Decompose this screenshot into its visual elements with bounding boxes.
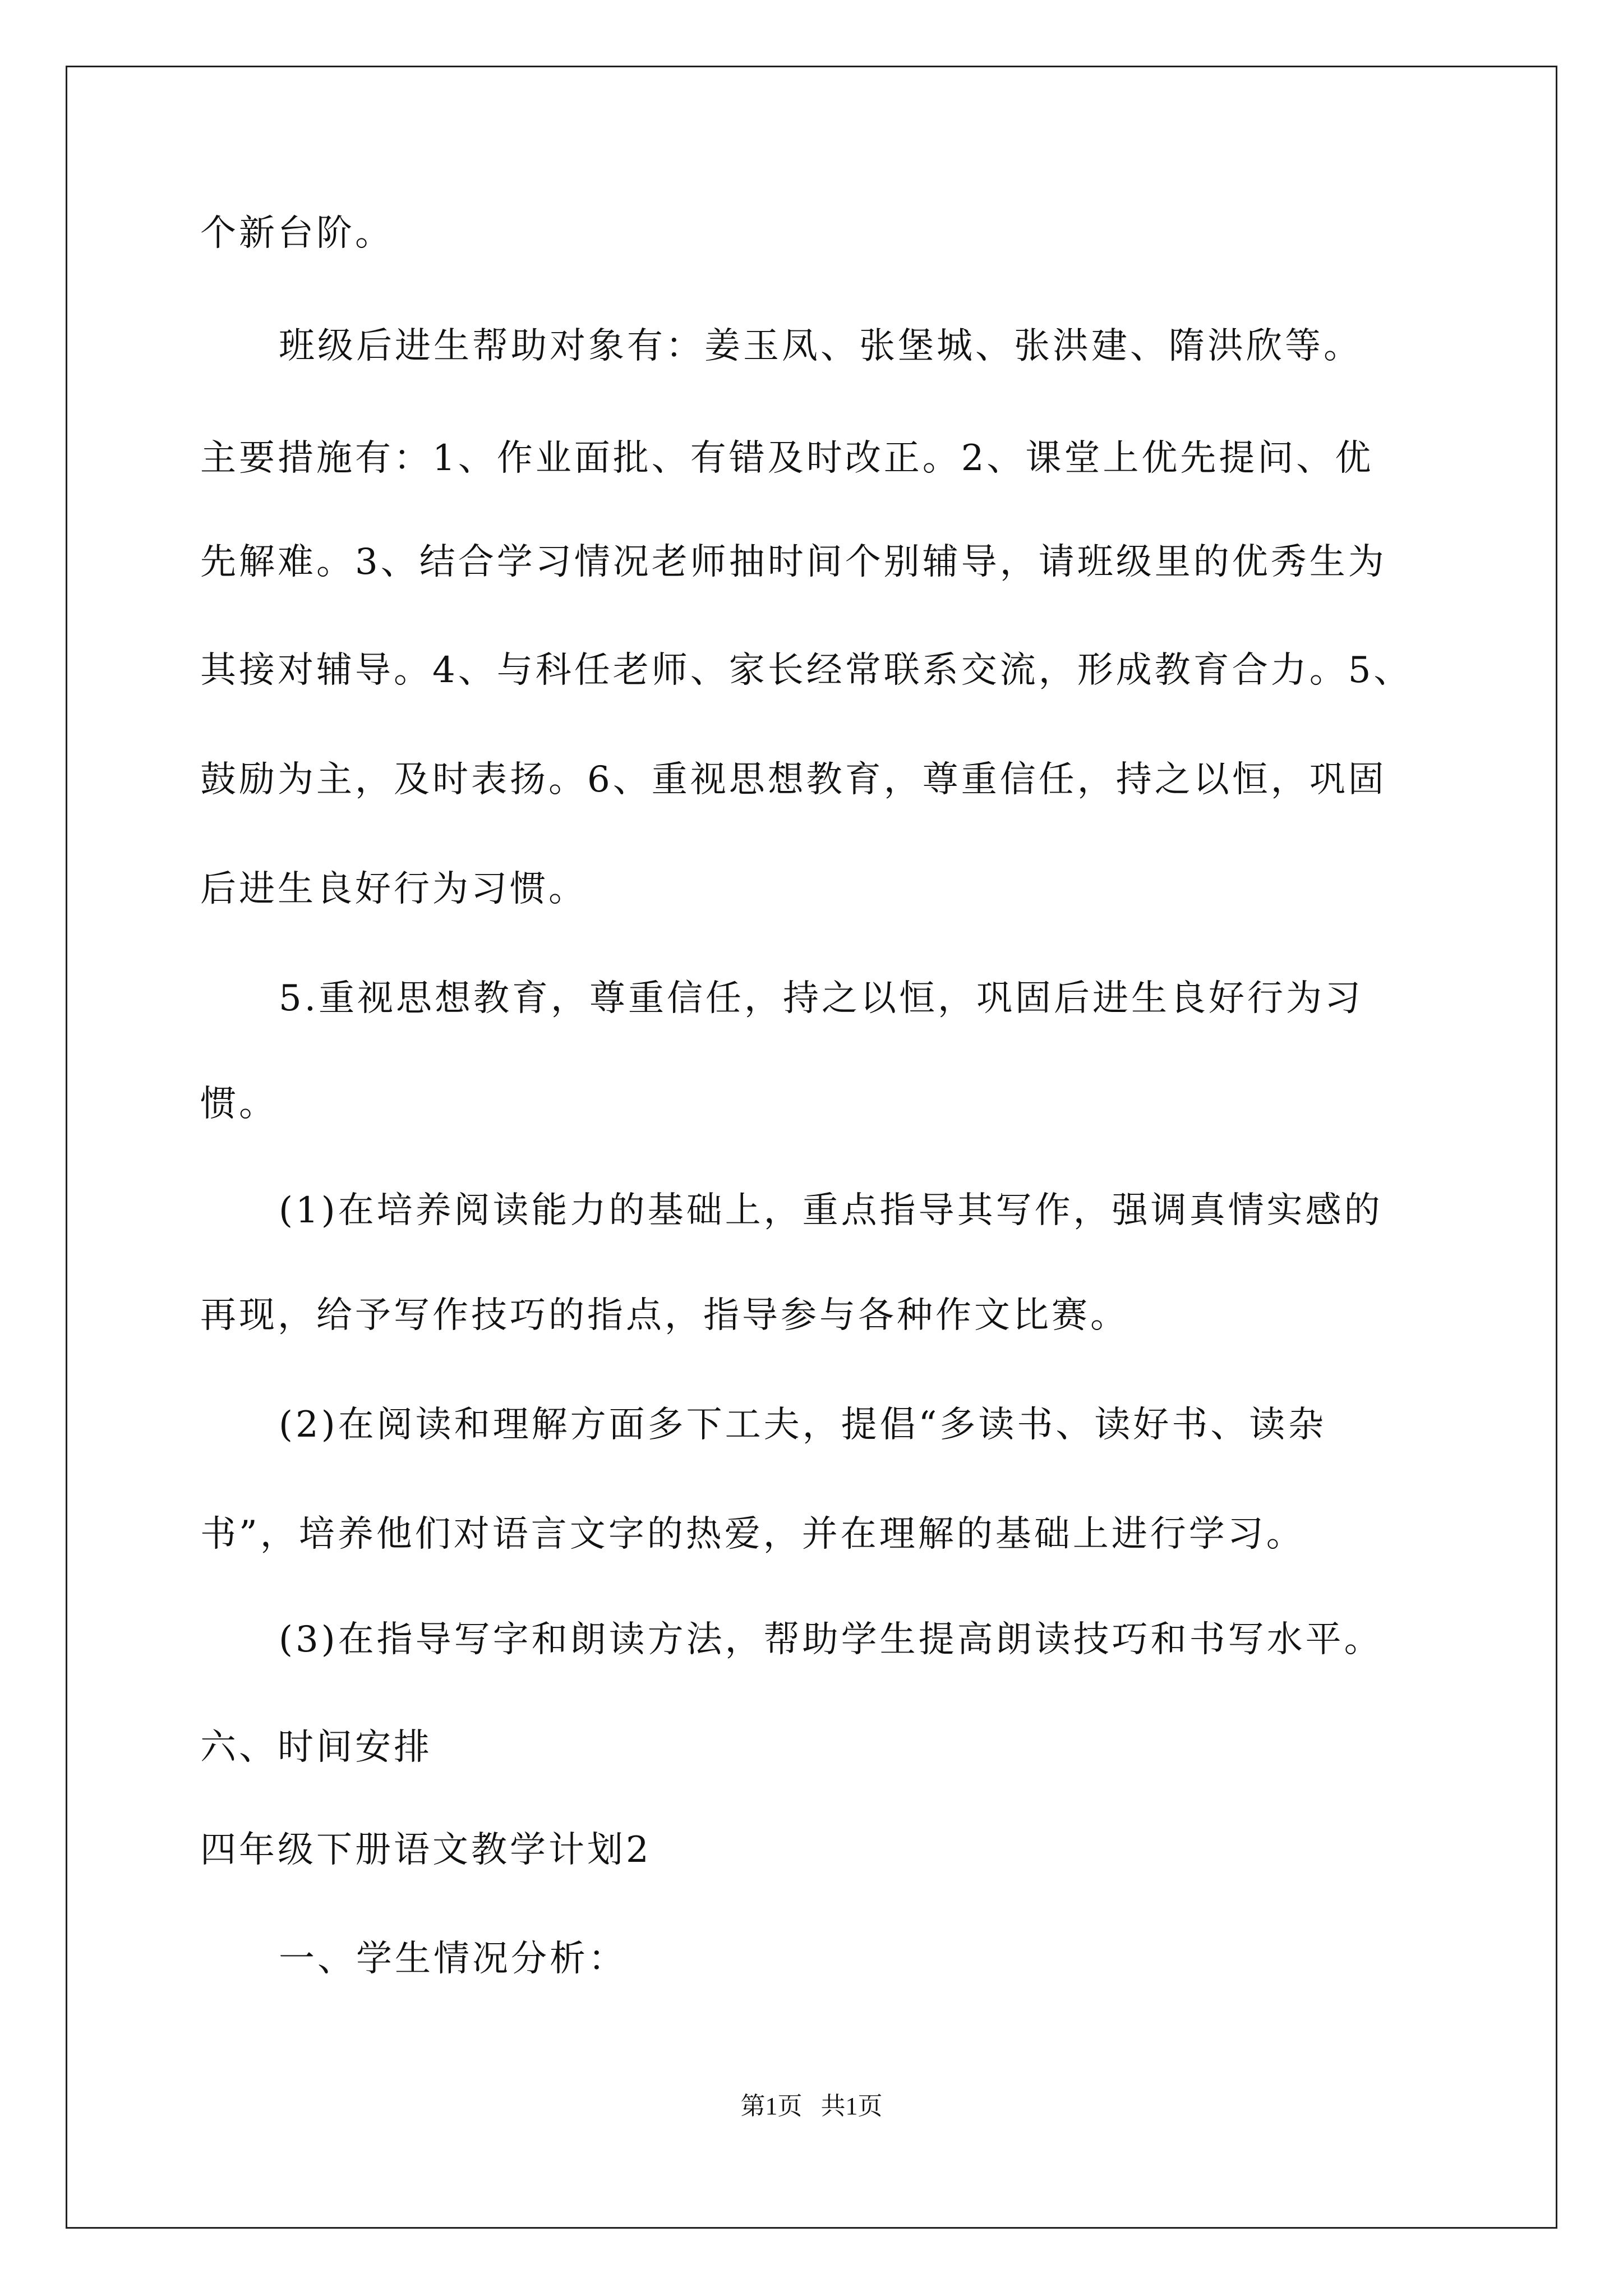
text-line: 书”，培养他们对语言文字的热爱，并在理解的基础上进行学习。 xyxy=(200,1513,1305,1555)
text-line: 其接对辅导。4、与科任老师、家长经常联系交流，形成教育合力。5、 xyxy=(200,650,1413,691)
text-line: 再现，给予写作技巧的指点，指导参与各种作文比赛。 xyxy=(200,1295,1129,1336)
text-line: 鼓励为主，及时表扬。6、重视思想教育，尊重信任，持之以恒，巩固 xyxy=(200,759,1387,800)
text-line: (3)在指导写字和朗读方法，帮助学生提高朗读技巧和书写水平。 xyxy=(279,1619,1383,1660)
text-line: 主要措施有：1、作业面批、有错及时改正。2、课堂上优先提问、优 xyxy=(200,438,1374,479)
page-footer: 第1页 共1页 xyxy=(740,2092,883,2120)
section-heading: 六、时间安排 xyxy=(200,1727,432,1768)
text-line: 班级后进生帮助对象有：姜玉凤、张堡城、张洪建、隋洪欣等。 xyxy=(279,325,1362,367)
document-title: 四年级下册语文教学计划2 xyxy=(200,1829,652,1871)
text-line: 后进生良好行为习惯。 xyxy=(200,868,587,910)
text-line: (1)在培养阅读能力的基础上，重点指导其写作，强调真情实感的 xyxy=(279,1190,1383,1231)
text-line: 先解难。3、结合学习情况老师抽时间个别辅导，请班级里的优秀生为 xyxy=(200,541,1387,583)
text-line: (2)在阅读和理解方面多下工夫，提倡“多读书、读好书、读杂 xyxy=(279,1404,1327,1446)
text-line: 5.重视思想教育，尊重信任，持之以恒，巩固后进生良好行为习 xyxy=(279,978,1364,1019)
page-frame xyxy=(66,66,1557,2229)
text-line: 个新台阶。 xyxy=(200,213,394,254)
text-line: 惯。 xyxy=(200,1083,278,1125)
section-heading: 一、学生情况分析： xyxy=(279,1938,627,1980)
